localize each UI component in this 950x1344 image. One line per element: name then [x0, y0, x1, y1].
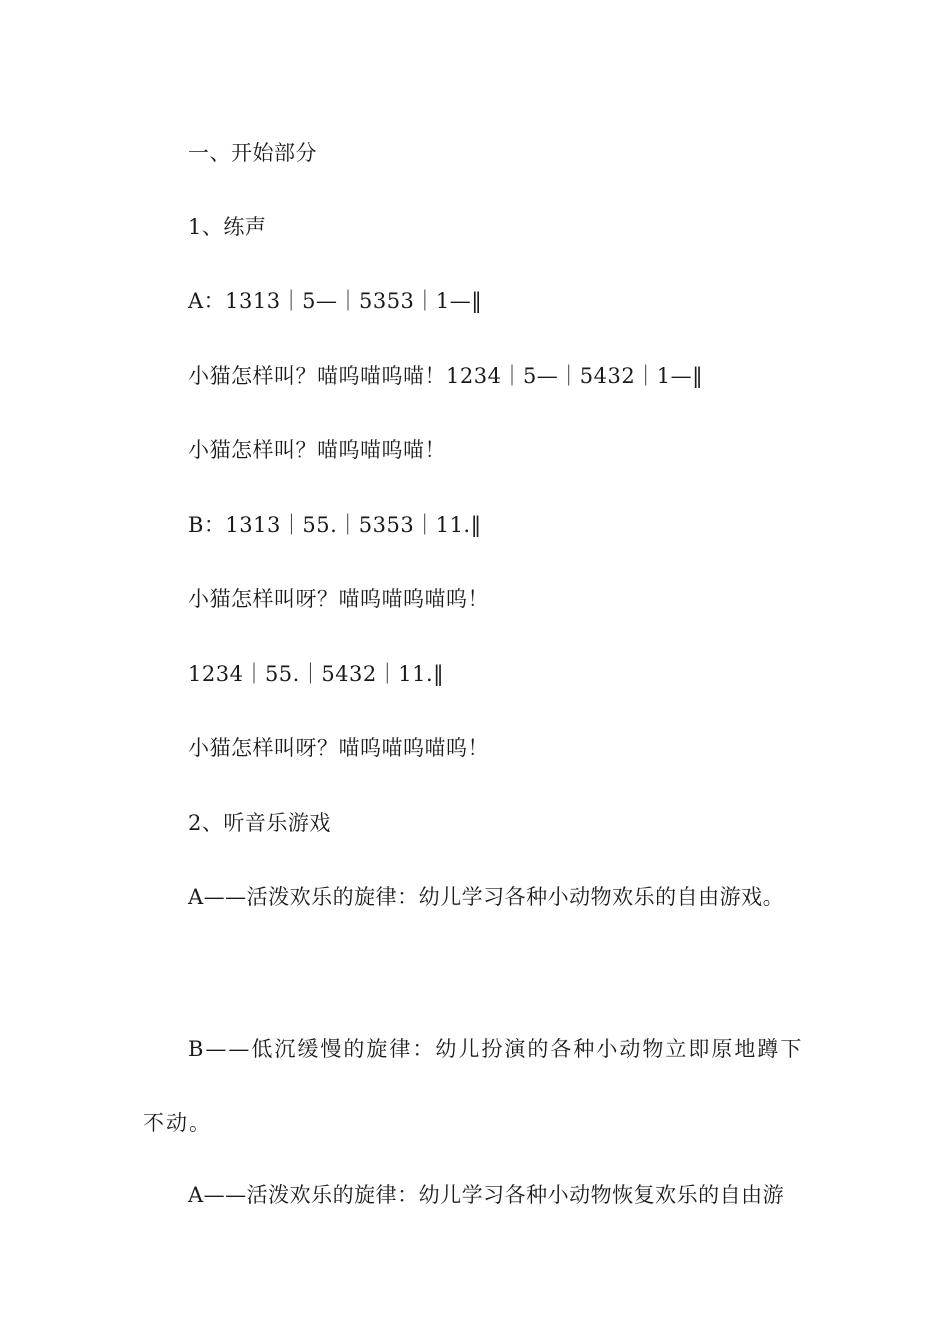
lyric-notation-line: 小猫怎样叫？喵呜喵呜喵！1234｜5—｜5432｜1—‖ [188, 364, 704, 388]
notation-line-a: A：1313｜5—｜5353｜1—‖ [188, 289, 483, 313]
lyric-line: 小猫怎样叫呀？喵呜喵呜喵呜！ [188, 736, 489, 760]
section-heading: 一、开始部分 [188, 141, 317, 165]
notation-line-b: B：1313｜55.｜5353｜11.‖ [188, 513, 482, 537]
game-rule-a-repeat: A——活泼欢乐的旋律：幼儿学习各种小动物恢复欢乐的自由游 [188, 1183, 785, 1207]
subsection-heading-vocal-practice: 1、练声 [188, 215, 267, 239]
game-rule-b-paragraph: B——低沉缓慢的旋律：幼儿扮演的各种小动物立即原地蹲下不动。 [143, 1037, 804, 1135]
notation-line: 1234｜55.｜5432｜11.‖ [188, 662, 445, 686]
lyric-line: 小猫怎样叫？喵呜喵呜喵！ [188, 438, 446, 462]
subsection-heading-music-game: 2、听音乐游戏 [188, 811, 331, 835]
lyric-line: 小猫怎样叫呀？喵呜喵呜喵呜！ [188, 587, 489, 611]
game-rule-a: A——活泼欢乐的旋律：幼儿学习各种小动物欢乐的自由游戏。 [188, 885, 785, 909]
